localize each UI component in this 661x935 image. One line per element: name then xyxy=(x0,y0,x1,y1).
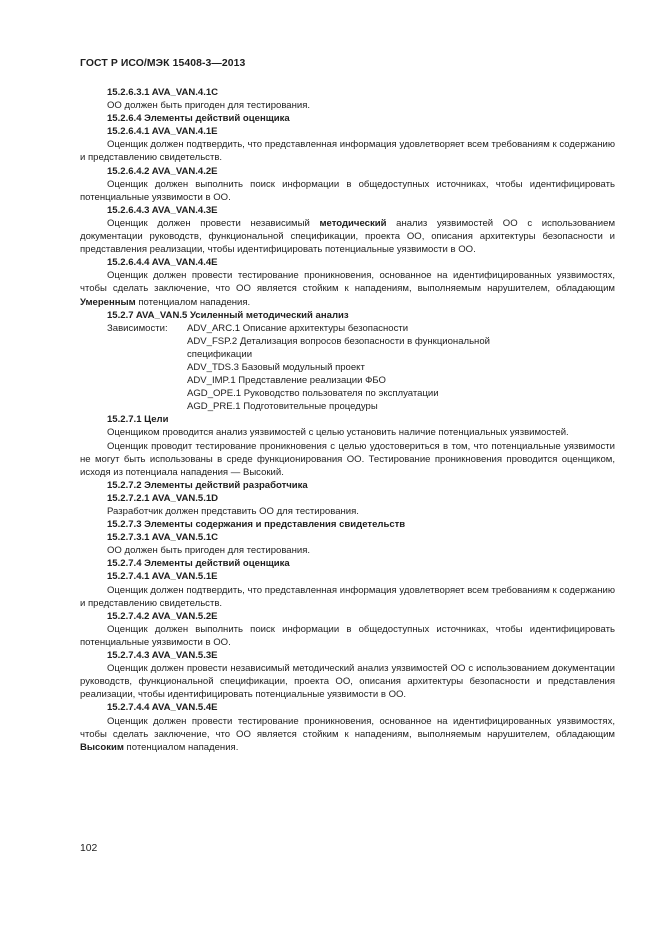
clause-heading: 15.2.7.4.3 AVA_VAN.5.3E xyxy=(107,650,218,662)
clause-heading: 15.2.7.4.2 AVA_VAN.5.2E xyxy=(107,610,218,622)
dependency-item: ADV_ARC.1 Описание архитектуры безопасности xyxy=(187,322,409,334)
clause-heading: 15.2.7.2 Элементы действий разработчика xyxy=(107,479,308,491)
emphasis-text: методический xyxy=(319,217,387,229)
paragraph-text: анализ уязвимостей ОО с использованием документации руководств, функциональной спецификации, проекта ОО, описания архитектуры безопасности и представления реализации, чтобы идентифицировать потенциальные уязвимости в ОО. xyxy=(80,217,616,256)
dependencies-label: Зависимости: xyxy=(107,322,168,334)
section-heading: 15.2.7 AVA_VAN.5 Усиленный методический анализ xyxy=(107,309,349,321)
clause-heading: 15.2.6.4.3 AVA_VAN.4.3E xyxy=(107,204,218,216)
clause-heading: 15.2.6.3.1 AVA_VAN.4.1C xyxy=(107,87,219,98)
paragraph-text: потенциалом нападения. xyxy=(135,296,251,308)
paragraph: Оценщик должен провести независимый методический анализ уязвимостей ОО с использованием документации руководств, функциональной спецификации, проекта ОО, описания архитектуры безопасности и представления реализации, чтобы идентифицировать потенциальные уязвимости в ОО. xyxy=(80,663,615,701)
clause-heading: 15.2.7.4.4 AVA_VAN.5.4E xyxy=(107,702,218,714)
clause-heading: 15.2.6.4.1 AVA_VAN.4.1E xyxy=(107,126,218,138)
paragraph: ОО должен быть пригоден для тестирования. xyxy=(107,100,311,112)
clause-heading: 15.2.6.4.4 AVA_VAN.4.4E xyxy=(107,257,218,269)
dependency-item: ADV_IMP.1 Представление реализации ФБО xyxy=(187,375,386,387)
dependency-item: ADV_TDS.3 Базовый модульный проект xyxy=(187,361,365,373)
emphasis-text: Высоким xyxy=(80,741,124,753)
paragraph: Оценщик должен выполнить поиск информации в общедоступных источниках, чтобы идентифицировать потенциальные уязвимости в ОО. xyxy=(80,623,615,648)
paragraph: Оценщик должен подтвердить, что представленная информация удовлетворяет всем требованиям к содержанию и представлению свидетельств. xyxy=(80,584,615,609)
clause-heading: 15.2.7.3 Элементы содержания и представления свидетельств xyxy=(107,519,406,531)
paragraph xyxy=(80,715,615,754)
dependency-item: AGD_OPE.1 Руководство пользователя по эксплуатации xyxy=(187,388,439,400)
paragraph xyxy=(80,269,615,308)
paragraph: Оценщик проводит тестирование проникновения с целью удостовериться в том, что потенциальные уязвимости не могут быть использованы в среде функционирования ОО. Тестирование проникновения проводится оценщиком, исходя из потенциала нападения — Высокий. xyxy=(80,440,615,478)
paragraph-text: Оценщик должен провести независимый xyxy=(107,217,320,229)
paragraph xyxy=(80,217,615,256)
document-body xyxy=(80,86,615,754)
paragraph: Оценщик должен выполнить поиск информации в общедоступных источниках, чтобы идентифицировать потенциальные уязвимости в ОО. xyxy=(80,178,615,203)
dependency-item: ADV_FSP.2 Детализация вопросов безопасности в функциональной спецификации xyxy=(187,335,490,360)
paragraph-text: Оценщик должен провести тестирование проникновения, основанное на идентифицированных уязвимостях, чтобы сделать заключение, что ОО является стойким к нападениям, выполняемым нарушителем, обладающим xyxy=(80,715,615,740)
document-header: ГОСТ Р ИСО/МЭК 15408-3—2013 xyxy=(80,58,246,69)
clause-heading: 15.2.6.4.2 AVA_VAN.4.2E xyxy=(107,165,218,177)
dependency-item: AGD_PRE.1 Подготовительные процедуры xyxy=(187,401,378,413)
clause-heading: 15.2.6.4 Элементы действий оценщика xyxy=(107,113,290,125)
dependencies-list xyxy=(187,322,615,414)
clause-heading: 15.2.7.4 Элементы действий оценщика xyxy=(107,558,290,570)
paragraph-text: Оценщик должен провести тестирование проникновения, основанное на идентифицированных уязвимостях, чтобы сделать заключение, что ОО является стойким к нападениям, выполняемым нарушителем, обладающим xyxy=(80,270,615,295)
dependencies-block xyxy=(80,322,615,414)
clause-heading: 15.2.7.2.1 AVA_VAN.5.1D xyxy=(107,492,219,504)
paragraph: Оценщик должен подтвердить, что представленная информация удовлетворяет всем требованиям к содержанию и представлению свидетельств. xyxy=(80,139,615,164)
emphasis-text: Умеренным xyxy=(80,296,136,308)
clause-heading: 15.2.7.4.1 AVA_VAN.5.1E xyxy=(107,571,218,583)
paragraph: Разработчик должен представить ОО для тестирования. xyxy=(107,506,359,517)
paragraph-text: потенциалом нападения. xyxy=(123,741,239,753)
paragraph: ОО должен быть пригоден для тестирования. xyxy=(107,545,311,557)
paragraph: Оценщиком проводится анализ уязвимостей с целью установить наличие потенциальных уязвимостей. xyxy=(107,427,569,439)
clause-heading: 15.2.7.1 Цели xyxy=(107,414,169,426)
page-number: 102 xyxy=(80,843,98,854)
clause-heading: 15.2.7.3.1 AVA_VAN.5.1C xyxy=(107,532,219,544)
